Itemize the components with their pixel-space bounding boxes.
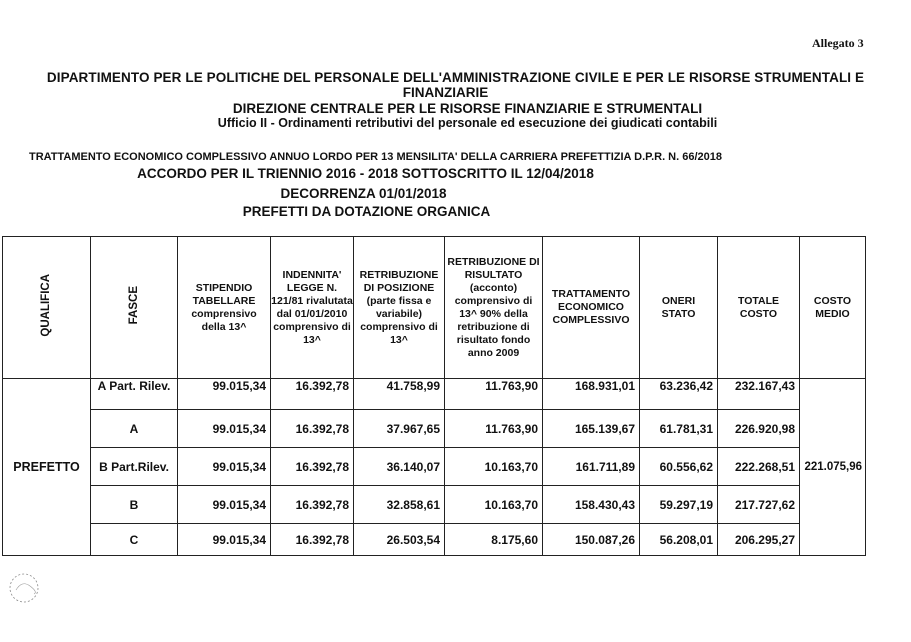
salary-table [2,236,866,556]
risultato-cell: 11.763,90 [445,379,543,410]
agreement-line: ACCORDO PER IL TRIENNIO 2016 - 2018 SOTTOSCRITTO IL 12/04/2018 [137,166,594,181]
fascia-cell: B Part.Rilev. [91,448,178,486]
header-line: COSTO [739,307,778,320]
header-line: dal 01/01/2010 [276,307,348,320]
stipendio-cell: 99.015,34 [178,448,271,486]
department-title-cont: FINANZIARIE [402,85,489,100]
header-line: (acconto) [469,281,518,294]
header-totale [718,237,800,379]
stipendio-cell: 99.015,34 [178,379,271,410]
header-qualifica: QUALIFICA [3,237,91,379]
totale-cell: 232.167,43 [718,379,800,410]
qualifica-cell: PREFETTO [3,379,91,556]
posizione-cell: 32.858,61 [354,486,445,524]
header-line: RISULTATO [464,268,523,281]
document-subject: TRATTAMENTO ECONOMICO COMPLESSIVO ANNUO LORDO PER 13 MENSILITA' DELLA CARRIERA PREFETTIZIA D.P.R. N. 66/2018 [28,151,723,163]
header-line: MEDIO [815,307,850,320]
oneri-cell: 56.208,01 [640,524,718,556]
header-line: STATO [661,307,696,320]
fascia-cell: A Part. Rilev. [91,379,178,410]
stipendio-cell: 99.015,34 [178,410,271,448]
table-row [3,524,866,556]
header-line: della 13^ [201,320,247,333]
trattamento-cell: 161.711,89 [543,448,640,486]
totale-cell: 206.295,27 [718,524,800,556]
oneri-cell: 63.236,42 [640,379,718,410]
header-trattamento [543,237,640,379]
stamp-mark [6,570,42,606]
totale-cell: 217.727,62 [718,486,800,524]
header-line: anno 2009 [467,346,520,359]
posizione-cell: 37.967,65 [354,410,445,448]
stipendio-cell: 99.015,34 [178,486,271,524]
header-line: comprensivo [191,307,257,320]
header-line: variabile) [375,307,423,320]
header-fasce: FASCE [91,237,178,379]
header-stipendio [178,237,271,379]
header-line: risultato fondo [456,333,531,346]
header-line: comprensivo di [273,320,351,333]
header-line: RETRIBUZIONE DI [447,255,540,268]
header-line: retribuzione di [457,320,530,333]
indennita-cell: 16.392,78 [271,448,354,486]
department-title: DIPARTIMENTO PER LE POLITICHE DEL PERSONALE DELL'AMMINISTRAZIONE CIVILE E PER LE RISORSE STRUMENTALI E [46,70,865,85]
header-line: DI POSIZIONE [363,281,435,294]
header-line: 13^ [390,333,408,346]
oneri-cell: 61.781,31 [640,410,718,448]
attachment-label: Allegato 3 [812,36,864,50]
trattamento-cell: 165.139,67 [543,410,640,448]
risultato-cell: 11.763,90 [445,410,543,448]
risultato-cell: 10.163,70 [445,486,543,524]
indennita-cell: 16.392,78 [271,379,354,410]
totale-cell: 222.268,51 [718,448,800,486]
risultato-cell: 10.163,70 [445,448,543,486]
indennita-cell: 16.392,78 [271,486,354,524]
oneri-cell: 60.556,62 [640,448,718,486]
table-row [3,448,866,486]
indennita-cell: 16.392,78 [271,410,354,448]
posizione-cell: 26.503,54 [354,524,445,556]
header-indennita [271,237,354,379]
header-line: LEGGE N. [286,281,338,294]
header-line: ONERI [661,294,696,307]
fascia-cell: B [91,486,178,524]
header-line: INDENNITA' [282,268,342,281]
trattamento-cell: 168.931,01 [543,379,640,410]
header-line: 13^ 90% della [459,307,528,320]
header-line: COMPLESSIVO [552,314,630,326]
header-oneri [640,237,718,379]
directorate-title: DIREZIONE CENTRALE PER LE RISORSE FINANZIARIE E STRUMENTALI [232,101,703,116]
trattamento-cell: 158.430,43 [543,486,640,524]
header-line: 121/81 rivalutata [271,294,353,307]
table-row [3,486,866,524]
column-header-row [3,237,866,379]
totale-cell: 226.920,98 [718,410,800,448]
table-row [3,410,866,448]
header-line: STIPENDIO [195,281,253,294]
oneri-cell: 59.297,19 [640,486,718,524]
risultato-cell: 8.175,60 [445,524,543,556]
posizione-cell: 41.758,99 [354,379,445,410]
header-line: TOTALE [737,294,780,307]
header-line: comprensivo di [360,320,438,333]
posizione-cell: 36.140,07 [354,448,445,486]
stipendio-cell: 99.015,34 [178,524,271,556]
header-line: COSTO [813,294,852,307]
costo-medio-cell: 221.075,96 [800,379,866,556]
indennita-cell: 16.392,78 [271,524,354,556]
fascia-cell: C [91,524,178,556]
effective-date: DECORRENZA 01/01/2018 [280,186,447,201]
table-row [3,379,866,410]
table-title: PREFETTI DA DOTAZIONE ORGANICA [242,204,491,219]
trattamento-cell: 150.087,26 [543,524,640,556]
header-line: (parte fissa e [366,294,432,307]
header-line: comprensivo di [454,294,533,307]
header-line: TRATTAMENTO [551,288,631,300]
header-costo-medio [800,237,866,379]
header-retribuzione-risultato [445,237,543,379]
office-title: Ufficio II - Ordinamenti retributivi del personale ed esecuzione dei giudicati contabili [217,116,718,130]
header-line: TABELLARE [192,294,256,307]
header-retribuzione-posizione [354,237,445,379]
header-line: RETRIBUZIONE [359,268,439,281]
header-line: 13^ [303,333,321,346]
header-line: ECONOMICO [558,301,624,313]
fascia-cell: A [91,410,178,448]
